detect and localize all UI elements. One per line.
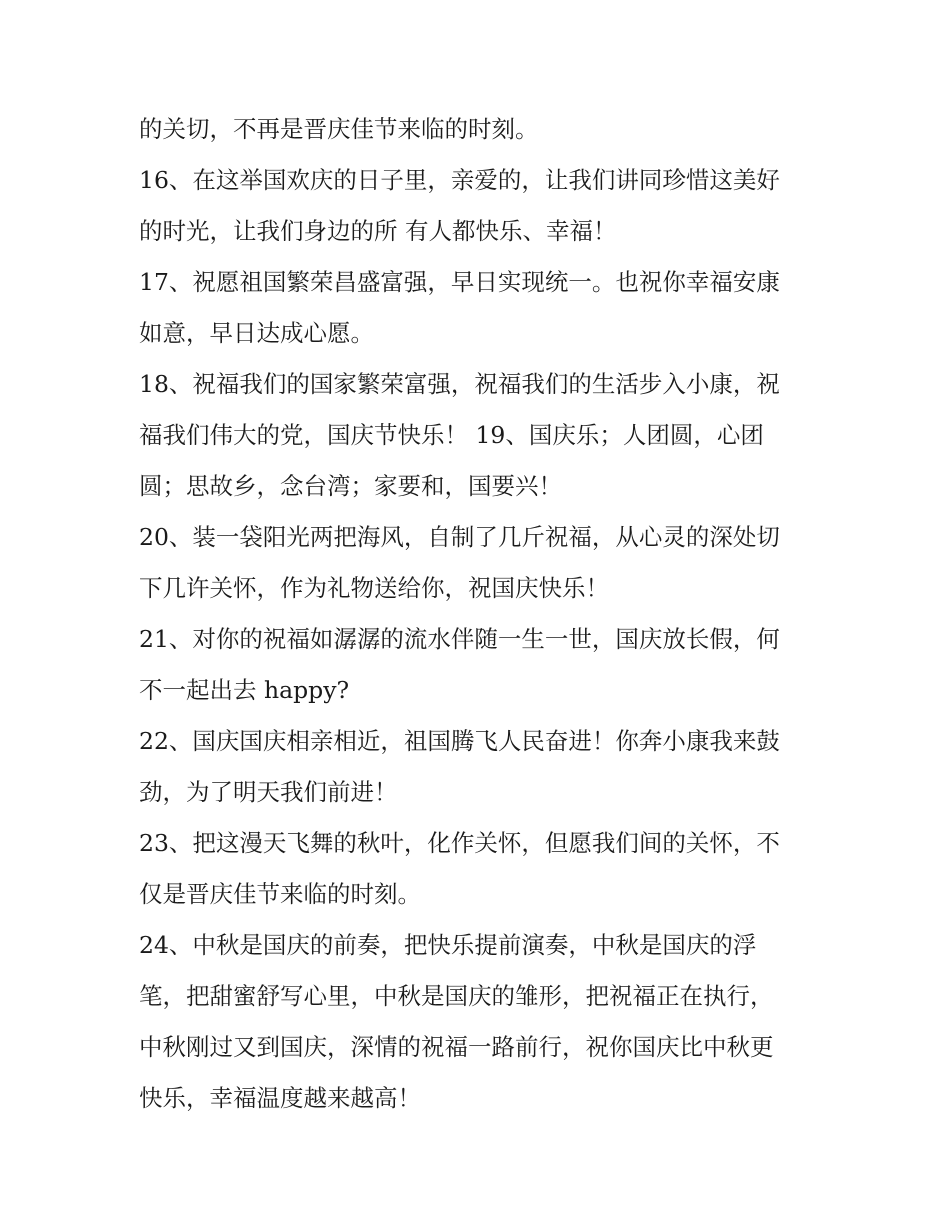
- text-line: 中秋刚过又到国庆，深情的祝福一路前行，祝你国庆比中秋更: [139, 1033, 774, 1061]
- document-body: [139, 104, 819, 1124]
- text-line: 下几许关怀，作为礼物送给你，祝国庆快乐！: [139, 574, 609, 602]
- text-line: 福我们伟大的党，国庆节快乐！ 19、国庆乐；人团圆，心团: [139, 421, 764, 449]
- text-line: 圆；思故乡，念台湾；家要和，国要兴！: [139, 472, 562, 500]
- text-line: 20、装一袋阳光两把海风，自制了几斤祝福，从心灵的深处切: [139, 523, 780, 551]
- text-line: 22、国庆国庆相亲相近，祖国腾飞人民奋进！你奔小康我来鼓: [139, 727, 780, 755]
- text-line: 21、对你的祝福如潺潺的流水伴随一生一世，国庆放长假，何: [139, 625, 780, 653]
- text-line: 如意，早日达成心愿。: [139, 319, 374, 347]
- text-line: 24、中秋是国庆的前奏，把快乐提前演奏，中秋是国庆的浮: [139, 931, 757, 959]
- text-line: 的关切，不再是晋庆佳节来临的时刻。: [139, 115, 539, 143]
- text-line: 的时光，让我们身边的所 有人都快乐、幸福！: [139, 217, 617, 245]
- text-line: 18、祝福我们的国家繁荣富强，祝福我们的生活步入小康，祝: [139, 370, 780, 398]
- text-line: 23、把这漫天飞舞的秋叶，化作关怀，但愿我们间的关怀，不: [139, 829, 780, 857]
- text-line: 不一起出去 happy?: [139, 676, 350, 704]
- text-line: 16、在这举国欢庆的日子里，亲爱的，让我们讲同珍惜这美好: [139, 166, 780, 194]
- text-line: 仅是晋庆佳节来临的时刻。: [139, 880, 421, 908]
- text-line: 快乐，幸福温度越来越高！: [139, 1084, 421, 1112]
- text-line: 笔，把甜蜜舒写心里，中秋是国庆的雏形，把祝福正在执行，: [139, 982, 774, 1010]
- text-line: 劲，为了明天我们前进！: [139, 778, 398, 806]
- text-line: 17、祝愿祖国繁荣昌盛富强，早日实现统一。也祝你幸福安康: [139, 268, 780, 296]
